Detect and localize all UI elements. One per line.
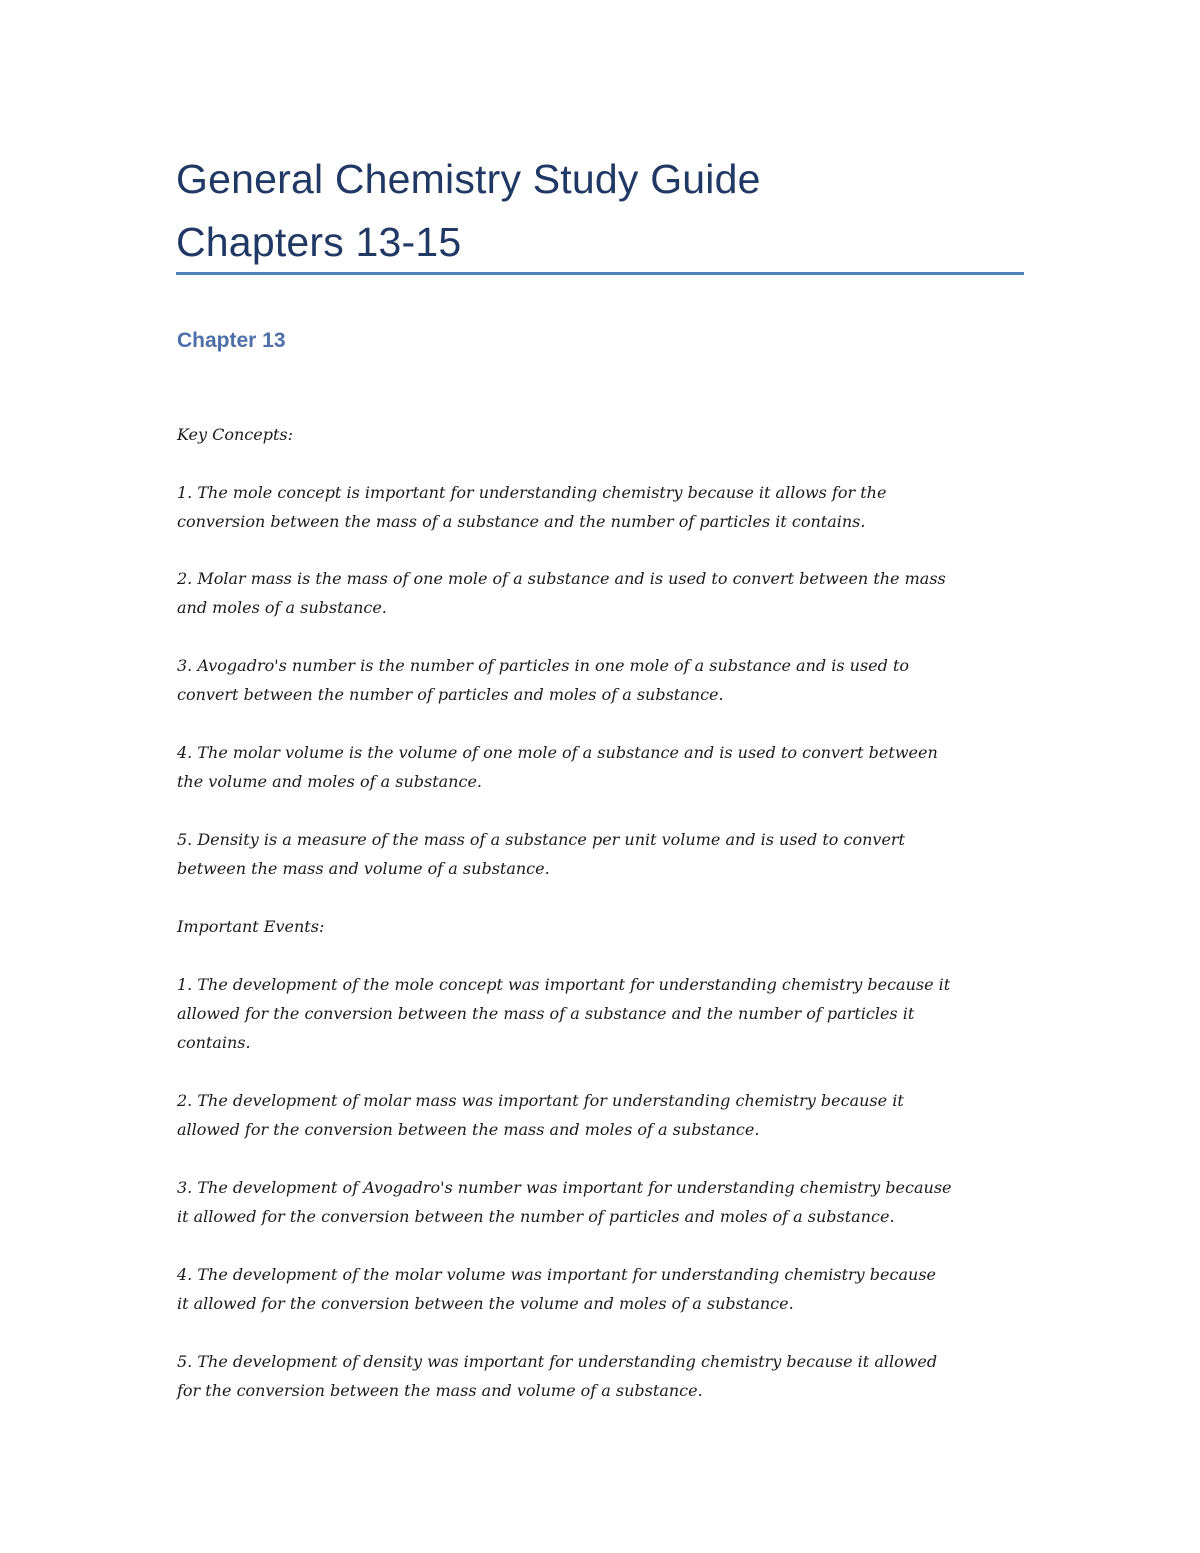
important-events-label: Important Events: xyxy=(177,917,325,936)
key-concept-1-line-2: conversion between the mass of a substance and the number of particles it contains. xyxy=(177,512,866,531)
key-concept-item-3 xyxy=(177,651,1037,709)
important-event-item-1 xyxy=(177,970,1037,1057)
important-event-item-5 xyxy=(177,1347,1037,1405)
important-event-4-line-2: it allowed for the conversion between the volume and moles of a substance. xyxy=(177,1294,794,1313)
key-concept-3-line-1: 3. Avogadro's number is the number of particles in one mole of a substance and is used to xyxy=(177,656,910,675)
chapter-heading: Chapter 13 xyxy=(177,329,286,352)
important-event-item-4 xyxy=(177,1260,1037,1318)
title-line-1: General Chemistry Study Guide xyxy=(176,156,761,202)
key-concept-item-1 xyxy=(177,478,1037,536)
important-event-5-line-2: for the conversion between the mass and volume of a substance. xyxy=(177,1381,703,1400)
important-event-4-line-1: 4. The development of the molar volume was important for understanding chemistry because xyxy=(177,1265,936,1284)
document-title xyxy=(176,148,1036,274)
important-event-2-line-1: 2. The development of molar mass was important for understanding chemistry because it xyxy=(177,1091,904,1110)
key-concept-2-line-1: 2. Molar mass is the mass of one mole of a substance and is used to convert between the mass xyxy=(177,569,946,588)
important-event-item-3 xyxy=(177,1173,1037,1231)
key-concepts-label: Key Concepts: xyxy=(177,425,293,444)
important-event-1-line-1: 1. The development of the mole concept was important for understanding chemistry because it xyxy=(177,975,951,994)
title-underline-rule xyxy=(176,272,1024,275)
key-concept-item-5 xyxy=(177,825,1037,883)
important-event-item-2 xyxy=(177,1086,1037,1144)
important-event-1-line-2: allowed for the conversion between the mass of a substance and the number of particles it xyxy=(177,1004,915,1023)
important-event-5-line-1: 5. The development of density was important for understanding chemistry because it allowed xyxy=(177,1352,938,1371)
key-concept-item-2 xyxy=(177,564,1037,622)
key-concept-4-line-2: the volume and moles of a substance. xyxy=(177,772,482,791)
important-event-3-line-2: it allowed for the conversion between the number of particles and moles of a substance. xyxy=(177,1207,895,1226)
key-concept-2-line-2: and moles of a substance. xyxy=(177,598,387,617)
key-concept-item-4 xyxy=(177,738,1037,796)
important-event-1-line-3: contains. xyxy=(177,1033,251,1052)
important-event-3-line-1: 3. The development of Avogadro's number was important for understanding chemistry because xyxy=(177,1178,952,1197)
key-concept-4-line-1: 4. The molar volume is the volume of one mole of a substance and is used to convert between xyxy=(177,743,938,762)
title-line-2: Chapters 13-15 xyxy=(176,219,462,265)
key-concept-5-line-2: between the mass and volume of a substance. xyxy=(177,859,550,878)
important-event-2-line-2: allowed for the conversion between the mass and moles of a substance. xyxy=(177,1120,760,1139)
key-concept-5-line-1: 5. Density is a measure of the mass of a substance per unit volume and is used to convert xyxy=(177,830,905,849)
key-concept-1-line-1: 1. The mole concept is important for understanding chemistry because it allows for the xyxy=(177,483,887,502)
key-concept-3-line-2: convert between the number of particles and moles of a substance. xyxy=(177,685,724,704)
